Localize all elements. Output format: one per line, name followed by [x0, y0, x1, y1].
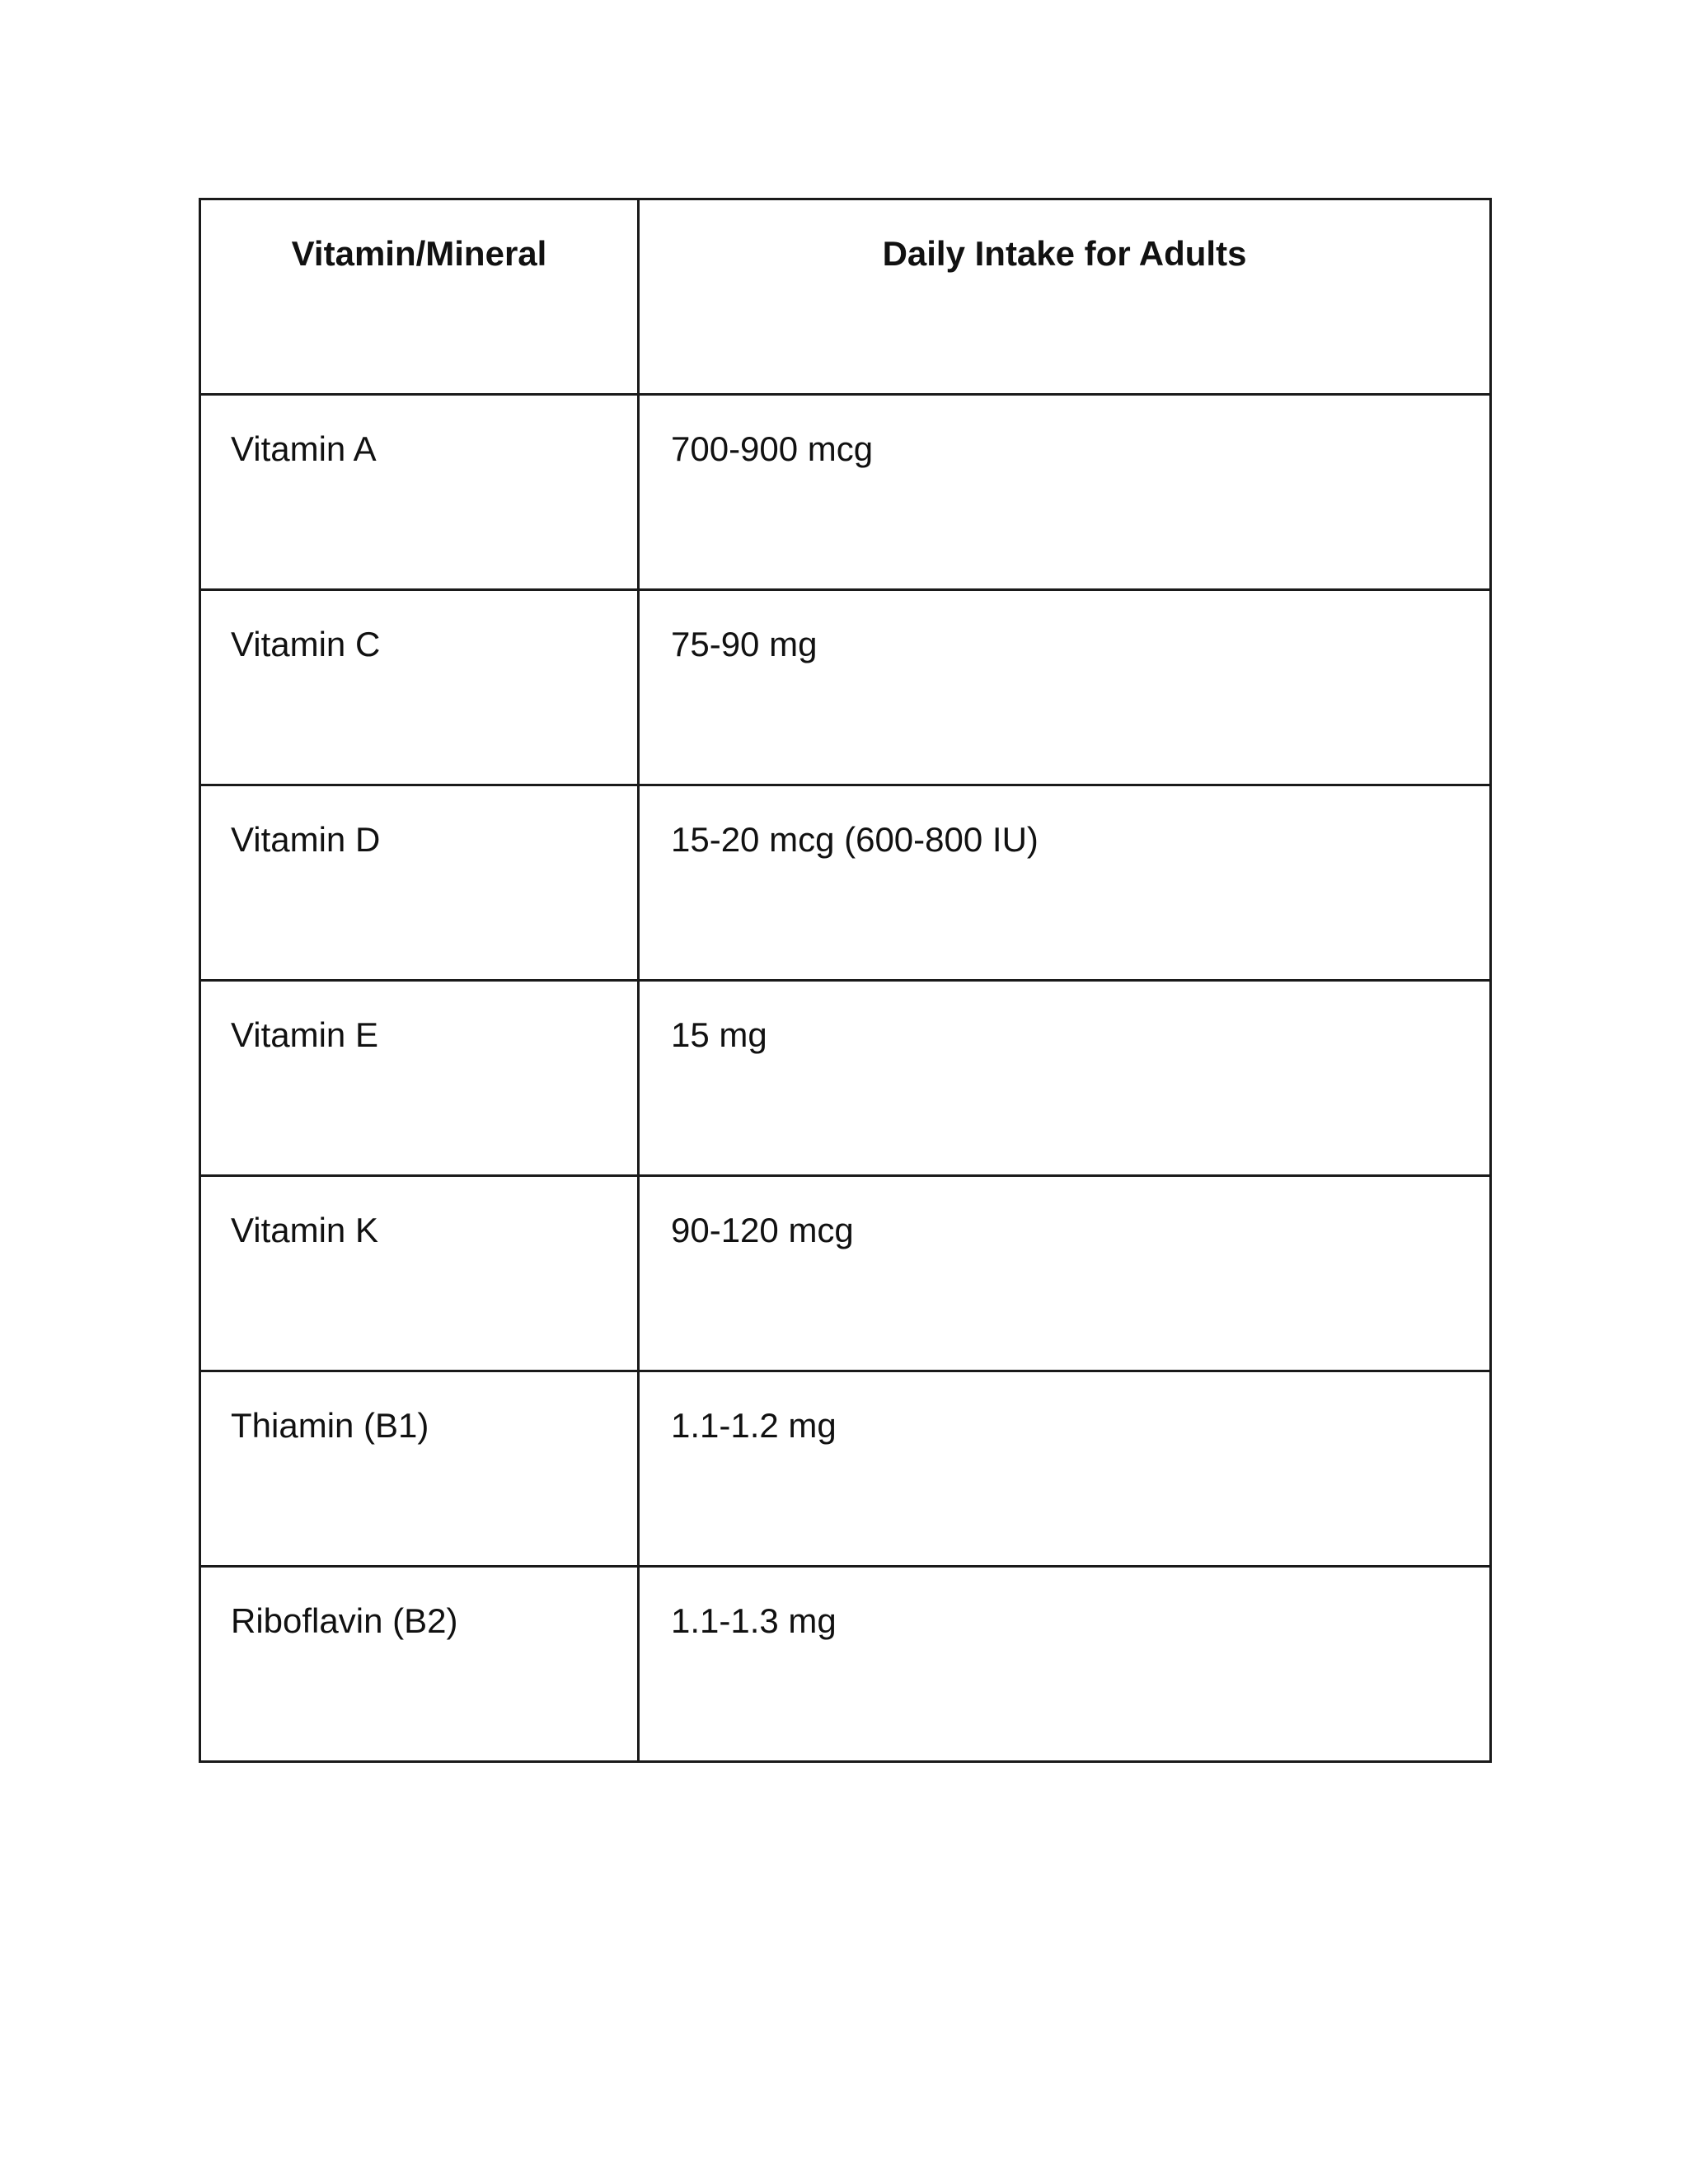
table-row [200, 1567, 1491, 1762]
table-row [200, 785, 1491, 981]
daily-intake-cell: 1.1-1.2 mg [639, 1371, 1491, 1567]
daily-intake-cell: 75-90 mg [639, 590, 1491, 785]
nutrient-name-cell: Riboflavin (B2) [200, 1567, 639, 1762]
table-header-row [200, 199, 1491, 395]
nutrient-name-cell: Thiamin (B1) [200, 1371, 639, 1567]
daily-intake-cell: 1.1-1.3 mg [639, 1567, 1491, 1762]
daily-intake-cell: 700-900 mcg [639, 395, 1491, 590]
table-row [200, 1176, 1491, 1371]
nutrient-name-cell: Vitamin D [200, 785, 639, 981]
table-row [200, 395, 1491, 590]
nutrient-name-cell: Vitamin K [200, 1176, 639, 1371]
daily-intake-cell: 90-120 mcg [639, 1176, 1491, 1371]
daily-intake-cell: 15 mg [639, 981, 1491, 1176]
table-row [200, 1371, 1491, 1567]
nutrient-name-cell: Vitamin C [200, 590, 639, 785]
column-header-daily-intake: Daily Intake for Adults [639, 199, 1491, 395]
nutrient-name-cell: Vitamin E [200, 981, 639, 1176]
nutrient-name-cell: Vitamin A [200, 395, 639, 590]
vitamin-intake-table [199, 198, 1492, 1763]
daily-intake-cell: 15-20 mcg (600-800 IU) [639, 785, 1491, 981]
table-row [200, 981, 1491, 1176]
table-row [200, 590, 1491, 785]
column-header-vitamin-mineral: Vitamin/Mineral [200, 199, 639, 395]
